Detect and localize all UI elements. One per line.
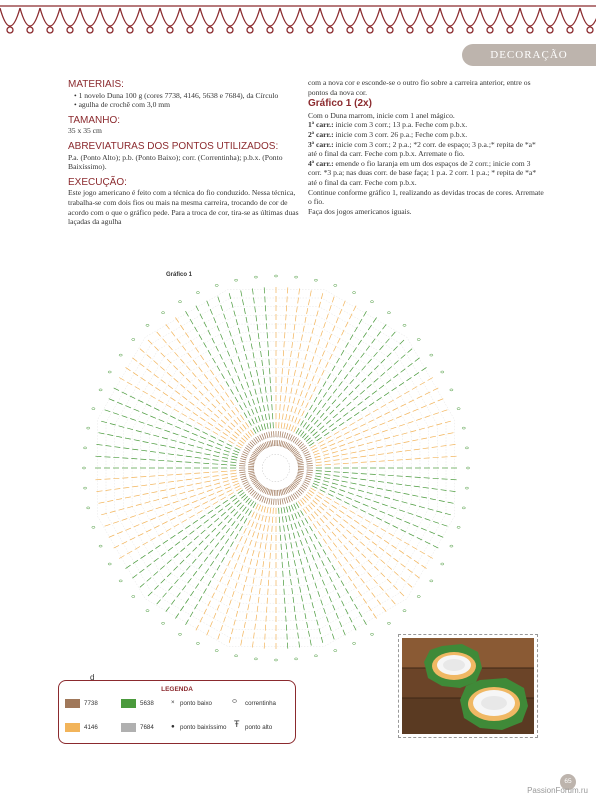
- grafico-heading: Gráfico 1 (2x): [308, 98, 372, 110]
- materiais-heading: MATERIAIS:: [68, 79, 124, 90]
- ponto-baixo-label: ponto baixo: [180, 700, 212, 707]
- final-text: Faça dos jogos americanos iguais.: [308, 206, 412, 216]
- tamanho-text: 35 x 35 cm: [68, 126, 102, 136]
- chart-title: Gráfico 1: [166, 272, 193, 278]
- row-instruction: 3ª carr.: inicie com 3 corr.; 2 p.a.; *2 corr. de espaço; 3 p.a.;* repita de *a* até o final da carr. Feche com p.b.x. Arremate o fio.: [308, 139, 536, 159]
- swatch-4146-label: 4146: [84, 724, 98, 731]
- watermark: PassionForum.ru: [527, 786, 588, 795]
- ponto-baixissimo-label: ponto baixíssimo: [180, 724, 227, 731]
- ponto-alto-icon: Ŧ: [234, 719, 240, 729]
- correntinha-label: correntinha: [245, 700, 276, 707]
- ponto-baixissimo-icon: ●: [171, 723, 175, 730]
- list-item: • agulha de crochê com 3,0 mm: [74, 100, 304, 110]
- ponto-alto-label: ponto alto: [245, 724, 273, 731]
- crochet-chart: [58, 268, 498, 688]
- product-photo: [398, 634, 538, 738]
- swatch-5638: [121, 699, 136, 708]
- swatch-7738-label: 7738: [84, 700, 98, 707]
- row-instruction: 4ª carr.: emende o fio laranja em um dos espaços de 2 corr.; inicie com 3 corr. *3 p.a; nas duas corr. de base faça; 1 p.a. 2 corr. 1 p.a.; * repita de *a* até o final da carr. Feche com p.b.x.: [308, 158, 537, 187]
- placemat-photo: [402, 638, 534, 734]
- abreviaturas-heading: ABREVIATURAS DOS PONTOS UTILIZADOS:: [68, 140, 279, 152]
- materiais-list: [68, 91, 304, 110]
- list-item: • 1 novelo Duna 100 g (cores 7738, 4146, 5638 e 7684), da Círculo: [74, 91, 304, 101]
- right-column: [308, 78, 544, 216]
- continue-text: Continue conforme gráfico 1, realizando as devidas trocas de cores. Arremate o fio.: [308, 187, 544, 207]
- swatch-5638-label: 5638: [140, 700, 154, 707]
- swatch-4146: [65, 723, 80, 732]
- tamanho-heading: TAMANHO:: [68, 114, 121, 126]
- execucao-text: Este jogo americano é feito com a técnica do fio conduzido. Nessa técnica, trabalha-se com dois fios ou mais na mesma carreira, trocando de cor de acordo com o que o gráfico pede. Para a troca de cor, tira-se as últimas duas laçadas da agulha: [68, 188, 299, 227]
- ponto-baixo-icon: ×: [171, 699, 175, 706]
- continuation-text: com a nova cor e esconde-se o outro fio sobre a carreira anterior, entre os pontos da nova cor.: [308, 78, 531, 97]
- row-instruction: 2ª carr.: inicie com 3 corr. 26 p.a.; Feche com p.b.x.: [308, 129, 468, 139]
- swatch-7738: [65, 699, 80, 708]
- correntinha-icon: ⬭: [232, 698, 238, 705]
- section-tab: DECORAÇÃO: [462, 44, 596, 66]
- row-instruction: 1ª carr.: inicie com 3 corr.; 13 p.a. Feche com p.b.x.: [308, 120, 468, 130]
- corner-mark: d: [90, 673, 95, 682]
- intro-text: Com o Duna marrom, inicie com 1 anel mágico.: [308, 110, 455, 120]
- execucao-heading: EXECUÇÃO:: [68, 176, 127, 188]
- legend-box: [58, 680, 296, 744]
- abreviaturas-text: P.a. (Ponto Alto); p.b. (Ponto Baixo); corr. (Correntinha); p.b.x. (Ponto Baixíssimo).: [68, 152, 283, 172]
- swatch-7684-label: 7684: [140, 724, 154, 731]
- swatch-7684: [121, 723, 136, 732]
- page-number: 65: [560, 774, 576, 790]
- left-column: [68, 80, 304, 227]
- legend-title: LEGENDA: [161, 686, 193, 693]
